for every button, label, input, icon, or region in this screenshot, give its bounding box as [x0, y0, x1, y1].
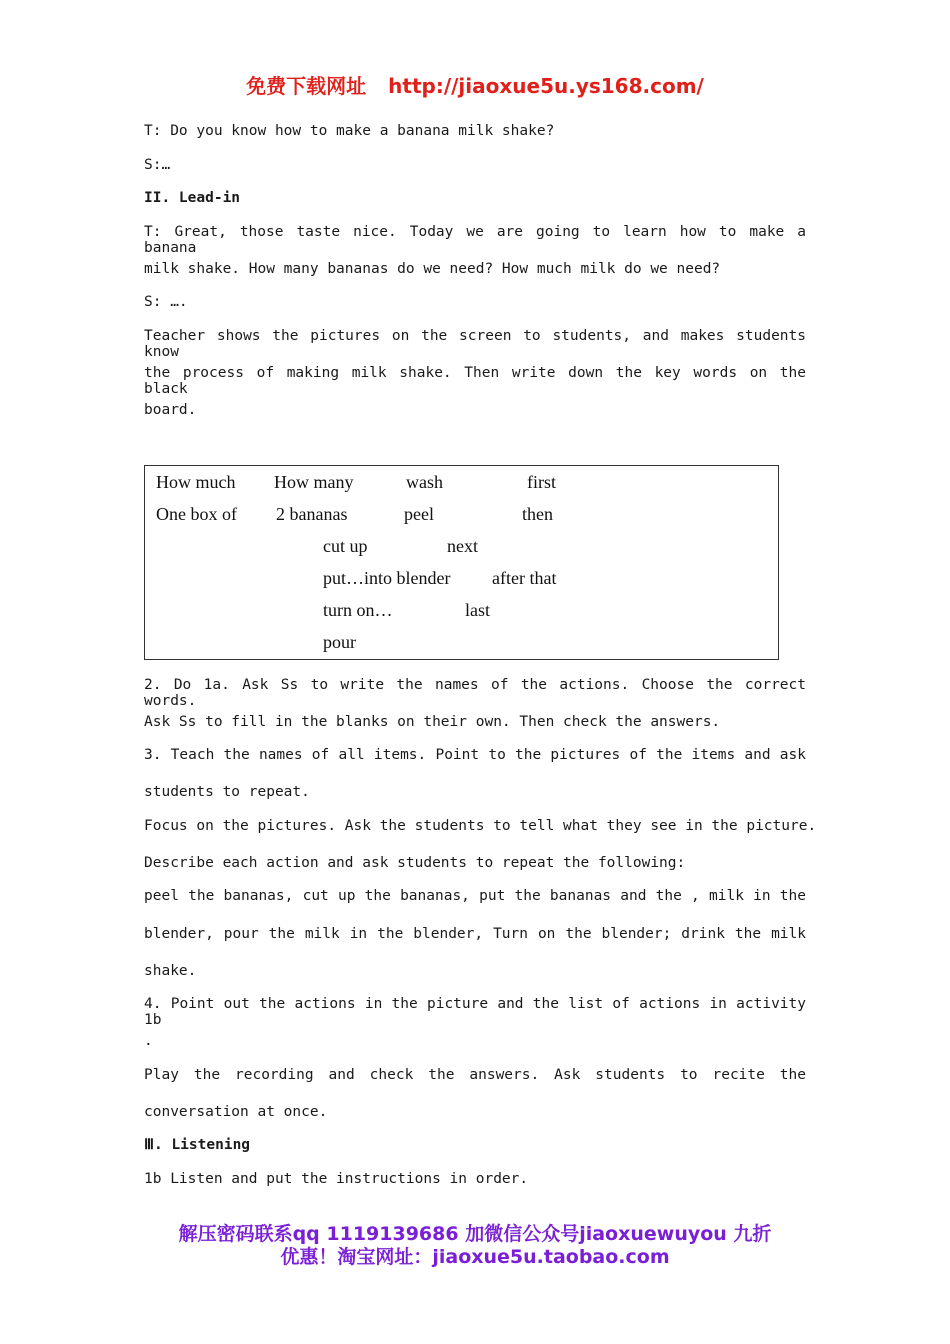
text-line: 2. Do 1a. Ask Ss to write the names of the actions. Choose the correct words. [144, 677, 806, 709]
box-word: cut up [323, 536, 368, 556]
box-word: next [447, 536, 478, 556]
text-line: . [144, 1033, 153, 1049]
box-word: first [527, 472, 556, 492]
section-heading-listening: Ⅲ. Listening [144, 1137, 251, 1153]
text-line: shake. [144, 963, 197, 979]
text-line: Play the recording and check the answers. Ask students to recite the [144, 1067, 806, 1083]
text-line: S: …. [144, 294, 188, 310]
box-word: pour [323, 632, 356, 652]
box-word: One box of [156, 504, 237, 524]
text-line: conversation at once. [144, 1104, 328, 1120]
box-word: How much [156, 472, 236, 492]
text-line: Focus on the pictures. Ask the students to tell what they see in the picture. [144, 818, 817, 834]
box-word: wash [406, 472, 443, 492]
box-word: turn on… [323, 600, 393, 620]
box-word: peel [404, 504, 434, 524]
text-line: 3. Teach the names of all items. Point to the pictures of the items and ask [144, 747, 806, 763]
text-line: the process of making milk shake. Then write down the key words on the black [144, 365, 806, 397]
text-line: Teacher shows the pictures on the screen to students, and makes students know [144, 328, 806, 360]
footer-shop-line: 优惠！淘宝网址：jiaoxue5u.taobao.com [280, 1246, 670, 1268]
text-line: Ask Ss to fill in the blanks on their own. Then check the answers. [144, 714, 721, 730]
header-label: 免费下载网址 [246, 74, 367, 98]
box-word: 2 bananas [276, 504, 348, 524]
box-word: put…into blender [323, 568, 451, 588]
text-line: T: Great, those taste nice. Today we are going to learn how to make a banana [144, 224, 806, 256]
text-line: students to repeat. [144, 784, 310, 800]
text-line: S:… [144, 157, 171, 173]
text-line: milk shake. How many bananas do we need? How much milk do we need? [144, 261, 721, 277]
box-word: after that [492, 568, 557, 588]
text-line: Describe each action and ask students to repeat the following: [144, 855, 686, 871]
footer-contact-line: 解压密码联系qq 1119139686 加微信公众号jiaoxuewuyou 九折 [178, 1223, 772, 1245]
text-line: blender, pour the milk in the blender, Turn on the blender; drink the milk [144, 926, 806, 942]
text-line: T: Do you know how to make a banana milk shake? [144, 123, 555, 139]
text-line: peel the bananas, cut up the bananas, put the bananas and the , milk in the [144, 888, 806, 904]
text-line: 1b Listen and put the instructions in order. [144, 1171, 529, 1187]
download-header [0, 70, 950, 99]
text-line: board. [144, 402, 197, 418]
text-line: 4. Point out the actions in the picture and the list of actions in activity 1b [144, 996, 806, 1028]
box-word: then [522, 504, 553, 524]
box-word: last [465, 600, 490, 620]
key-words-box [144, 465, 779, 660]
section-heading-lead-in: II. Lead-in [144, 190, 241, 206]
header-url-link[interactable]: http://jiaoxue5u.ys168.com/ [388, 74, 704, 98]
box-word: How many [274, 472, 354, 492]
